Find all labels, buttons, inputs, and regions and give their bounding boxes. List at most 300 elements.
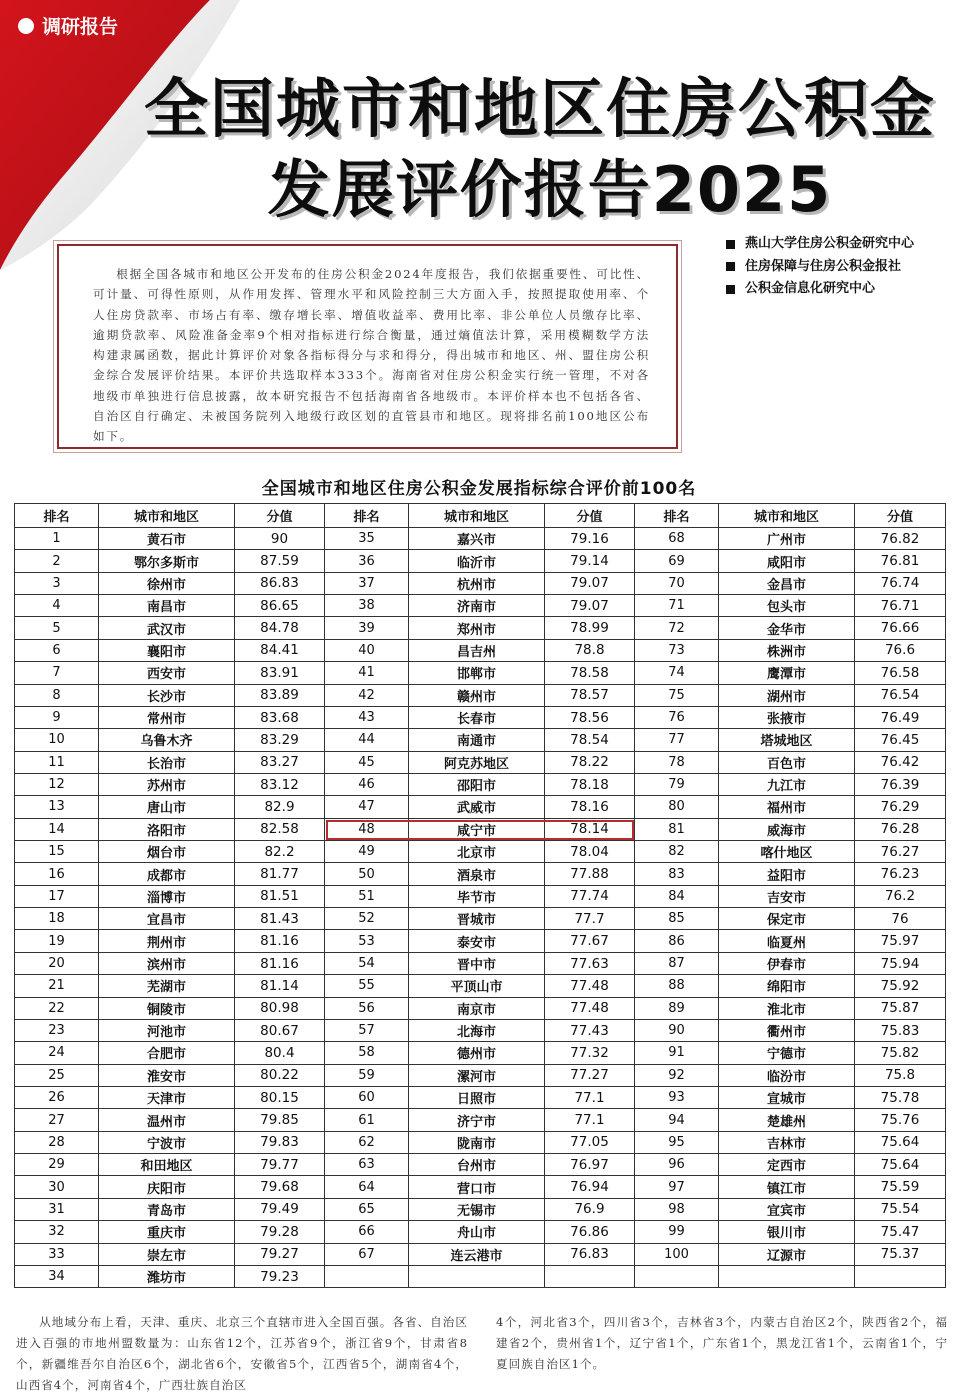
- table-row: [15, 773, 946, 795]
- city-cell: 乌鲁木齐: [99, 729, 235, 751]
- city-cell: 淮北市: [719, 997, 855, 1019]
- score-cell: 81.16: [235, 952, 325, 974]
- score-cell: 77.32: [545, 1042, 635, 1064]
- city-cell: 嘉兴市: [409, 528, 545, 550]
- table-row: [15, 1221, 946, 1243]
- organization-item: [726, 278, 914, 301]
- score-cell: 79.28: [235, 1221, 325, 1243]
- rank-cell: 98: [635, 1198, 719, 1220]
- city-cell: 台州市: [409, 1154, 545, 1176]
- rank-cell: 2: [15, 550, 99, 572]
- rank-cell: 27: [15, 1109, 99, 1131]
- score-cell: 76.94: [545, 1176, 635, 1198]
- rank-cell: 57: [325, 1019, 409, 1041]
- score-cell: 81.16: [235, 930, 325, 952]
- rank-cell: 20: [15, 952, 99, 974]
- rank-cell: 41: [325, 662, 409, 684]
- rank-cell: 66: [325, 1221, 409, 1243]
- city-cell: 南京市: [409, 997, 545, 1019]
- city-cell: 邯郸市: [409, 662, 545, 684]
- score-cell: 77.67: [545, 930, 635, 952]
- score-cell: 76.23: [855, 863, 946, 885]
- score-cell: 75.82: [855, 1042, 946, 1064]
- score-cell: 76.27: [855, 841, 946, 863]
- score-cell: 79.85: [235, 1109, 325, 1131]
- city-cell: 河池市: [99, 1019, 235, 1041]
- score-cell: 78.14: [545, 818, 635, 840]
- city-cell: 徐州市: [99, 572, 235, 594]
- city-cell: 泰安市: [409, 930, 545, 952]
- rank-cell: 13: [15, 796, 99, 818]
- square-bullet-icon: [726, 262, 735, 271]
- rank-cell: 87: [635, 952, 719, 974]
- rank-cell: 76: [635, 706, 719, 728]
- city-cell: 黄石市: [99, 528, 235, 550]
- score-cell: 79.16: [545, 528, 635, 550]
- city-cell: 温州市: [99, 1109, 235, 1131]
- table-row: [15, 1198, 946, 1220]
- header-city: 城市和地区: [719, 504, 855, 528]
- rank-cell: 81: [635, 818, 719, 840]
- rank-cell: 44: [325, 729, 409, 751]
- table-row: [15, 952, 946, 974]
- city-cell: 滨州市: [99, 952, 235, 974]
- rank-cell: 95: [635, 1131, 719, 1153]
- city-cell: 吉安市: [719, 885, 855, 907]
- city-cell: 长沙市: [99, 684, 235, 706]
- city-cell: 宜昌市: [99, 908, 235, 930]
- score-cell: 75.64: [855, 1154, 946, 1176]
- score-cell: 76.49: [855, 706, 946, 728]
- city-cell: 长治市: [99, 751, 235, 773]
- score-cell: 83.27: [235, 751, 325, 773]
- table-row: [15, 1131, 946, 1153]
- rank-cell: 70: [635, 572, 719, 594]
- score-cell: 80.67: [235, 1019, 325, 1041]
- table-row: [15, 550, 946, 572]
- rank-cell: 7: [15, 662, 99, 684]
- table-row: [15, 751, 946, 773]
- rank-cell: 54: [325, 952, 409, 974]
- score-cell: 77.7: [545, 908, 635, 930]
- score-cell: 76.58: [855, 662, 946, 684]
- organization-name: 公积金信息化研究中心: [745, 281, 876, 296]
- table-row: [15, 684, 946, 706]
- rank-cell: 34: [15, 1265, 99, 1287]
- score-cell: 75.59: [855, 1176, 946, 1198]
- table-row: [15, 639, 946, 661]
- rank-cell: 10: [15, 729, 99, 751]
- table-row: [15, 841, 946, 863]
- city-cell: 合肥市: [99, 1042, 235, 1064]
- score-cell: 84.41: [235, 639, 325, 661]
- table-row: [15, 908, 946, 930]
- city-cell: 金华市: [719, 617, 855, 639]
- organization-item: [726, 233, 914, 256]
- score-cell: 76.74: [855, 572, 946, 594]
- city-cell: 无锡市: [409, 1198, 545, 1220]
- rank-cell: 12: [15, 773, 99, 795]
- score-cell: 78.54: [545, 729, 635, 751]
- table-row: [15, 1176, 946, 1198]
- city-cell: 咸宁市: [409, 818, 545, 840]
- rank-cell: 40: [325, 639, 409, 661]
- table-row: [15, 528, 946, 550]
- rank-cell: 42: [325, 684, 409, 706]
- rank-cell: 9: [15, 706, 99, 728]
- score-cell: 86.65: [235, 595, 325, 617]
- score-cell: 81.77: [235, 863, 325, 885]
- rank-cell: 91: [635, 1042, 719, 1064]
- rank-cell: 48: [325, 818, 409, 840]
- score-cell: 79.07: [545, 572, 635, 594]
- header-score: 分值: [855, 504, 946, 528]
- city-cell: 重庆市: [99, 1221, 235, 1243]
- score-cell: 77.05: [545, 1131, 635, 1153]
- rank-cell: 75: [635, 684, 719, 706]
- score-cell: 78.99: [545, 617, 635, 639]
- score-cell: 79.68: [235, 1176, 325, 1198]
- city-cell: 晋中市: [409, 952, 545, 974]
- organization-item: [726, 256, 914, 279]
- score-cell: 77.48: [545, 997, 635, 1019]
- score-cell: 75.47: [855, 1221, 946, 1243]
- city-cell: 崇左市: [99, 1243, 235, 1265]
- rank-cell: 38: [325, 595, 409, 617]
- city-cell: 绵阳市: [719, 975, 855, 997]
- score-cell: 77.63: [545, 952, 635, 974]
- rank-cell: 68: [635, 528, 719, 550]
- rank-cell: 77: [635, 729, 719, 751]
- rank-cell: 25: [15, 1064, 99, 1086]
- score-cell: [855, 1265, 946, 1287]
- footer-paragraph-right: 4个，河北省3个，四川省3个，吉林省3个，内蒙古自治区2个，陕西省2个，福建省2个，贵州省1个，辽宁省1个，广东省1个，黑龙江省1个，云南省1个，宁夏回族自治区1个。: [496, 1315, 948, 1371]
- score-cell: 75.76: [855, 1109, 946, 1131]
- city-cell: 南通市: [409, 729, 545, 751]
- score-cell: 77.74: [545, 885, 635, 907]
- score-cell: 75.8: [855, 1064, 946, 1086]
- rank-cell: 23: [15, 1019, 99, 1041]
- rank-cell: 52: [325, 908, 409, 930]
- score-cell: 78.18: [545, 773, 635, 795]
- city-cell: 荆州市: [99, 930, 235, 952]
- score-cell: 76.83: [545, 1243, 635, 1265]
- rank-cell: 53: [325, 930, 409, 952]
- rank-cell: 78: [635, 751, 719, 773]
- header-score: 分值: [545, 504, 635, 528]
- rank-cell: 21: [15, 975, 99, 997]
- table-row: [15, 930, 946, 952]
- city-cell: 宁波市: [99, 1131, 235, 1153]
- city-cell: 洛阳市: [99, 818, 235, 840]
- city-cell: 赣州市: [409, 684, 545, 706]
- rank-cell: 6: [15, 639, 99, 661]
- score-cell: 79.27: [235, 1243, 325, 1265]
- city-cell: 塔城地区: [719, 729, 855, 751]
- rank-cell: 33: [15, 1243, 99, 1265]
- organization-name: 燕山大学住房公积金研究中心: [745, 236, 915, 251]
- city-cell: 营口市: [409, 1176, 545, 1198]
- rank-cell: 32: [15, 1221, 99, 1243]
- rank-cell: 90: [635, 1019, 719, 1041]
- city-cell: 武威市: [409, 796, 545, 818]
- city-cell: 伊春市: [719, 952, 855, 974]
- score-cell: 77.43: [545, 1019, 635, 1041]
- score-cell: 75.83: [855, 1019, 946, 1041]
- score-cell: 76.86: [545, 1221, 635, 1243]
- rank-cell: 71: [635, 595, 719, 617]
- report-category-tag: [18, 12, 118, 39]
- rank-cell: 22: [15, 997, 99, 1019]
- table-row: [15, 662, 946, 684]
- city-cell: 威海市: [719, 818, 855, 840]
- score-cell: 75.87: [855, 997, 946, 1019]
- rank-cell: 69: [635, 550, 719, 572]
- score-cell: [545, 1265, 635, 1287]
- rank-cell: 46: [325, 773, 409, 795]
- rank-cell: 97: [635, 1176, 719, 1198]
- city-cell: 楚雄州: [719, 1109, 855, 1131]
- rank-cell: 88: [635, 975, 719, 997]
- city-cell: 临夏州: [719, 930, 855, 952]
- rank-cell: 14: [15, 818, 99, 840]
- score-cell: 76.54: [855, 684, 946, 706]
- rank-cell: 83: [635, 863, 719, 885]
- rank-cell: 15: [15, 841, 99, 863]
- rank-cell: 26: [15, 1086, 99, 1108]
- score-cell: 76.29: [855, 796, 946, 818]
- table-row: [15, 1265, 946, 1287]
- rank-cell: 35: [325, 528, 409, 550]
- score-cell: 75.97: [855, 930, 946, 952]
- city-cell: [409, 1265, 545, 1287]
- city-cell: 昌吉州: [409, 639, 545, 661]
- city-cell: 西安市: [99, 662, 235, 684]
- rank-cell: 80: [635, 796, 719, 818]
- rank-cell: 28: [15, 1131, 99, 1153]
- city-cell: 衢州市: [719, 1019, 855, 1041]
- score-cell: 79.07: [545, 595, 635, 617]
- rank-cell: 49: [325, 841, 409, 863]
- table-row: [15, 1064, 946, 1086]
- city-cell: 辽源市: [719, 1243, 855, 1265]
- rank-cell: 86: [635, 930, 719, 952]
- page-title-line2: 发展评价报告2025: [267, 153, 833, 226]
- score-cell: 76.39: [855, 773, 946, 795]
- score-cell: 77.48: [545, 975, 635, 997]
- rank-cell: 99: [635, 1221, 719, 1243]
- city-cell: 济宁市: [409, 1109, 545, 1131]
- header-rank: 排名: [15, 504, 99, 528]
- rank-cell: 31: [15, 1198, 99, 1220]
- city-cell: 苏州市: [99, 773, 235, 795]
- table-row: [15, 1109, 946, 1131]
- city-cell: 宁德市: [719, 1042, 855, 1064]
- city-cell: 长春市: [409, 706, 545, 728]
- rank-cell: 65: [325, 1198, 409, 1220]
- table-header-row: [15, 504, 946, 528]
- score-cell: 79.77: [235, 1154, 325, 1176]
- city-cell: 庆阳市: [99, 1176, 235, 1198]
- rank-cell: 51: [325, 885, 409, 907]
- score-cell: 78.16: [545, 796, 635, 818]
- city-cell: 郑州市: [409, 617, 545, 639]
- score-cell: 79.49: [235, 1198, 325, 1220]
- rank-cell: 61: [325, 1109, 409, 1131]
- score-cell: 78.56: [545, 706, 635, 728]
- city-cell: 常州市: [99, 706, 235, 728]
- score-cell: 77.1: [545, 1086, 635, 1108]
- rank-cell: 17: [15, 885, 99, 907]
- city-cell: 武汉市: [99, 617, 235, 639]
- score-cell: 76.42: [855, 751, 946, 773]
- rank-cell: 4: [15, 595, 99, 617]
- rank-cell: 82: [635, 841, 719, 863]
- city-cell: 铜陵市: [99, 997, 235, 1019]
- rank-cell: 30: [15, 1176, 99, 1198]
- city-cell: 芜湖市: [99, 975, 235, 997]
- rank-cell: 11: [15, 751, 99, 773]
- city-cell: 青岛市: [99, 1198, 235, 1220]
- table-row: [15, 706, 946, 728]
- score-cell: 76.9: [545, 1198, 635, 1220]
- rank-cell: 36: [325, 550, 409, 572]
- table-row: [15, 729, 946, 751]
- score-cell: 75.64: [855, 1131, 946, 1153]
- rank-cell: 67: [325, 1243, 409, 1265]
- city-cell: 喀什地区: [719, 841, 855, 863]
- city-cell: 烟台市: [99, 841, 235, 863]
- rank-cell: 79: [635, 773, 719, 795]
- score-cell: 83.29: [235, 729, 325, 751]
- rank-cell: 8: [15, 684, 99, 706]
- rank-cell: 47: [325, 796, 409, 818]
- city-cell: 襄阳市: [99, 639, 235, 661]
- rank-cell: 55: [325, 975, 409, 997]
- score-cell: 80.22: [235, 1064, 325, 1086]
- table-title: 全国城市和地区住房公积金发展指标综合评价前100名: [261, 479, 697, 499]
- rank-cell: 39: [325, 617, 409, 639]
- rank-cell: 96: [635, 1154, 719, 1176]
- square-bullet-icon: [726, 240, 735, 249]
- score-cell: 76.6: [855, 639, 946, 661]
- score-cell: 81.43: [235, 908, 325, 930]
- rank-cell: 45: [325, 751, 409, 773]
- score-cell: 76.28: [855, 818, 946, 840]
- rank-cell: 72: [635, 617, 719, 639]
- city-cell: 临汾市: [719, 1064, 855, 1086]
- score-cell: 83.91: [235, 662, 325, 684]
- rank-cell: 1: [15, 528, 99, 550]
- score-cell: 75.94: [855, 952, 946, 974]
- rank-cell: 50: [325, 863, 409, 885]
- score-cell: 90: [235, 528, 325, 550]
- table-row: [15, 595, 946, 617]
- score-cell: 82.9: [235, 796, 325, 818]
- city-cell: [719, 1265, 855, 1287]
- rank-cell: 43: [325, 706, 409, 728]
- score-cell: 78.22: [545, 751, 635, 773]
- city-cell: 百色市: [719, 751, 855, 773]
- score-cell: 78.57: [545, 684, 635, 706]
- score-cell: 76: [855, 908, 946, 930]
- city-cell: 酒泉市: [409, 863, 545, 885]
- city-cell: 鹰潭市: [719, 662, 855, 684]
- score-cell: 80.98: [235, 997, 325, 1019]
- score-cell: 86.83: [235, 572, 325, 594]
- score-cell: 81.51: [235, 885, 325, 907]
- table-row: [15, 1243, 946, 1265]
- bullet-dot-icon: [18, 18, 34, 34]
- city-cell: 杭州市: [409, 572, 545, 594]
- header-score: 分值: [235, 504, 325, 528]
- city-cell: 金昌市: [719, 572, 855, 594]
- header-rank: 排名: [635, 504, 719, 528]
- city-cell: 平顶山市: [409, 975, 545, 997]
- header-city: 城市和地区: [99, 504, 235, 528]
- score-cell: 83.68: [235, 706, 325, 728]
- city-cell: 咸阳市: [719, 550, 855, 572]
- score-cell: 83.12: [235, 773, 325, 795]
- rank-cell: 100: [635, 1243, 719, 1265]
- city-cell: 北京市: [409, 841, 545, 863]
- city-cell: 包头市: [719, 595, 855, 617]
- organization-name: 住房保障与住房公积金报社: [745, 258, 902, 274]
- score-cell: 76.97: [545, 1154, 635, 1176]
- city-cell: 日照市: [409, 1086, 545, 1108]
- city-cell: 定西市: [719, 1154, 855, 1176]
- score-cell: 80.15: [235, 1086, 325, 1108]
- header-rank: 排名: [325, 504, 409, 528]
- rank-cell: 16: [15, 863, 99, 885]
- city-cell: 北海市: [409, 1019, 545, 1041]
- city-cell: 广州市: [719, 528, 855, 550]
- score-cell: 80.4: [235, 1042, 325, 1064]
- square-bullet-icon: [726, 285, 735, 294]
- score-cell: 76.82: [855, 528, 946, 550]
- organization-list: [726, 233, 914, 301]
- rank-cell: 92: [635, 1064, 719, 1086]
- rank-cell: 18: [15, 908, 99, 930]
- score-cell: 78.04: [545, 841, 635, 863]
- city-cell: 和田地区: [99, 1154, 235, 1176]
- score-cell: 75.37: [855, 1243, 946, 1265]
- score-cell: 77.27: [545, 1064, 635, 1086]
- footer-paragraph-left: 从地域分布上看，天津、重庆、北京三个直辖市进入全国百强。各省、自治区进入百强的市地州盟数量为：山东省12个，江苏省9个，浙江省9个，甘肃省8个，新疆维吾尔自治区6个，湖北省6个，安徽省5个，江西省5个，湖南省4个，山西省4个，河南省4个，广西壮族自治区: [16, 1315, 468, 1392]
- city-cell: 连云港市: [409, 1243, 545, 1265]
- table-row: [15, 796, 946, 818]
- city-cell: 福州市: [719, 796, 855, 818]
- city-cell: 天津市: [99, 1086, 235, 1108]
- score-cell: 75.78: [855, 1086, 946, 1108]
- score-cell: 83.89: [235, 684, 325, 706]
- city-cell: 镇江市: [719, 1176, 855, 1198]
- city-cell: 济南市: [409, 595, 545, 617]
- city-cell: 九江市: [719, 773, 855, 795]
- table-row: [15, 1086, 946, 1108]
- score-cell: 76.2: [855, 885, 946, 907]
- rank-cell: 93: [635, 1086, 719, 1108]
- city-cell: 陇南市: [409, 1131, 545, 1153]
- city-cell: 淄博市: [99, 885, 235, 907]
- table-row: [15, 975, 946, 997]
- ranking-table-body: [15, 528, 946, 1288]
- score-cell: 79.23: [235, 1265, 325, 1287]
- city-cell: 南昌市: [99, 595, 235, 617]
- table-row: [15, 617, 946, 639]
- city-cell: 德州市: [409, 1042, 545, 1064]
- rank-cell: 59: [325, 1064, 409, 1086]
